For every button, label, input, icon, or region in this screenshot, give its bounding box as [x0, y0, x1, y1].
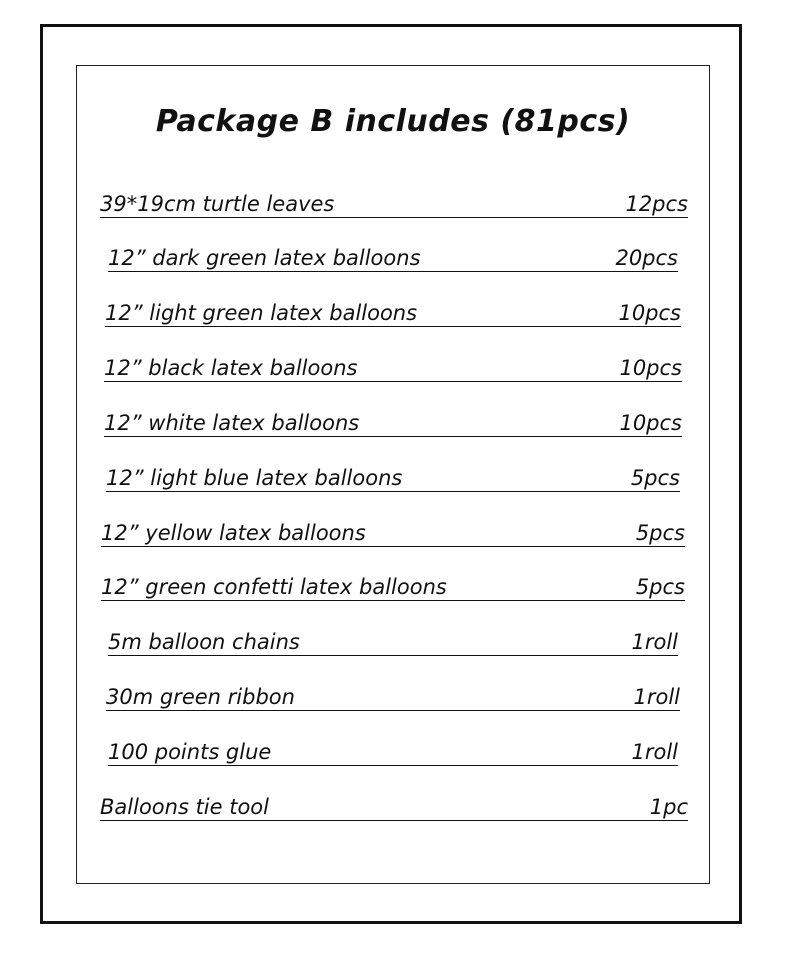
list-item	[105, 301, 681, 327]
list-item	[101, 575, 685, 601]
list-item	[108, 246, 678, 272]
item-label: 12” dark green latex balloons	[108, 246, 421, 270]
item-quantity: 1roll	[631, 630, 678, 654]
package-title: Package B includes (81pcs)	[155, 104, 631, 139]
list-item	[104, 356, 682, 382]
item-quantity: 5pcs	[635, 575, 685, 599]
item-quantity: 1pc	[649, 795, 688, 819]
item-label: 12” white latex balloons	[104, 411, 360, 435]
item-label: 30m green ribbon	[106, 685, 295, 709]
item-label: Balloons tie tool	[100, 795, 269, 819]
item-label: 12” yellow latex balloons	[101, 521, 366, 545]
list-item	[100, 795, 688, 821]
item-quantity: 5pcs	[630, 466, 680, 490]
list-item	[100, 192, 688, 218]
item-label: 12” green confetti latex balloons	[101, 575, 447, 599]
list-item	[104, 411, 682, 437]
list-item	[106, 466, 680, 492]
item-quantity: 1roll	[631, 740, 678, 764]
list-item	[108, 740, 678, 766]
item-label: 5m balloon chains	[108, 630, 300, 654]
item-label: 39*19cm turtle leaves	[100, 192, 335, 216]
item-quantity: 5pcs	[635, 521, 685, 545]
item-quantity: 1roll	[633, 685, 680, 709]
item-quantity: 12pcs	[625, 192, 688, 216]
item-quantity: 10pcs	[619, 411, 682, 435]
list-item	[108, 630, 678, 656]
list-item	[106, 685, 680, 711]
item-quantity: 10pcs	[619, 356, 682, 380]
item-label: 12” black latex balloons	[104, 356, 358, 380]
item-quantity: 20pcs	[615, 246, 678, 270]
item-label: 12” light blue latex balloons	[106, 466, 403, 490]
item-label: 12” light green latex balloons	[105, 301, 418, 325]
item-label: 100 points glue	[108, 740, 272, 764]
list-item	[101, 521, 685, 547]
item-quantity: 10pcs	[618, 301, 681, 325]
